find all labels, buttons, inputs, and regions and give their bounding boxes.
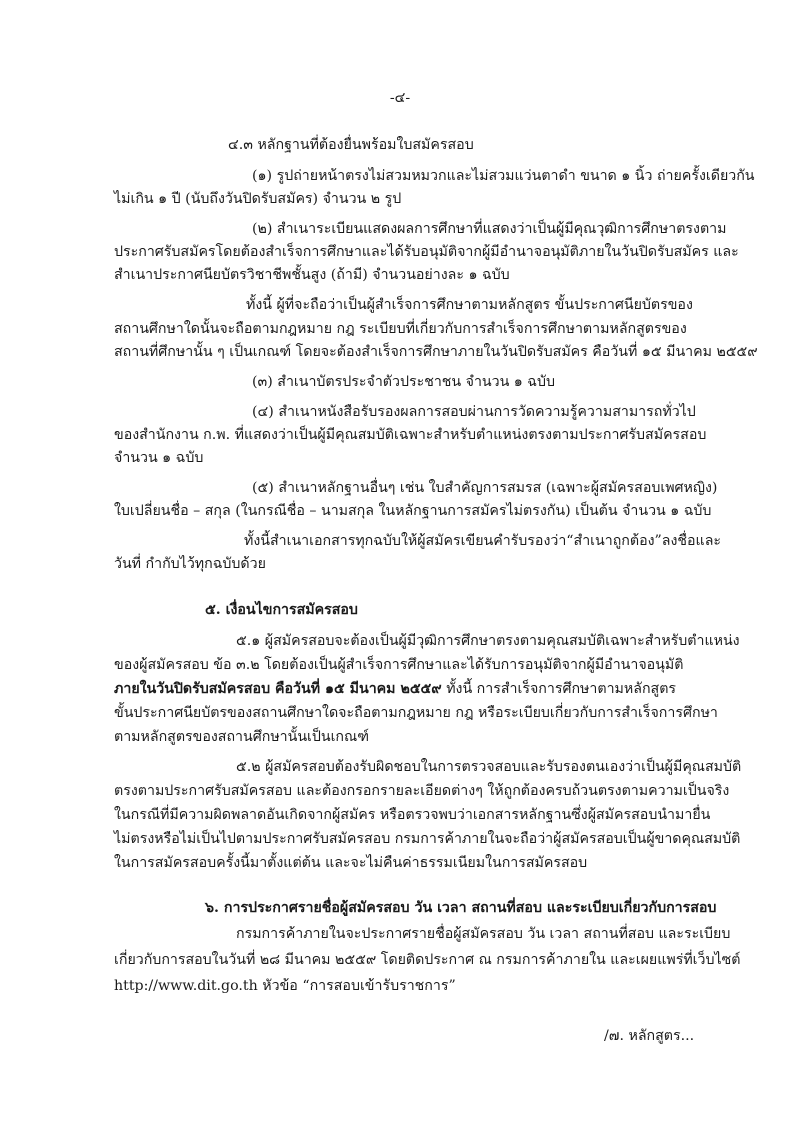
item-5-line-2: ใบเปลี่ยนชื่อ – สกุล (ในกรณีชื่อ – นามสกุล ในหลักฐานการสมัครไม่ตรงกัน) เป็นต้น จำนวน ๑ ฉบับ (114, 503, 712, 519)
p-5-1-line-1: ๕.๑ ผู้สมัครสอบจะต้องเป็นผู้มีวุฒิการศึกษาตรงตามคุณสมบัติเฉพาะสำหรับตำแหน่ง (236, 633, 740, 649)
p-5-1-line-3 (114, 679, 676, 699)
item-4-line-3: จำนวน ๑ ฉบับ (114, 450, 204, 466)
p-5-2-line-4: ไม่ตรงหรือไม่เป็นไปตามประกาศรับสมัครสอบ กรมการค้าภายในจะถือว่าผู้สมัครสอบเป็นผู้ขาดคุณสมบัติ (114, 831, 741, 847)
footer-continuation: /๗. หลักสูตร... (604, 1028, 695, 1044)
section-6-line-2: เกี่ยวกับการสอบในวันที่ ๒๘ มีนาคม ๒๕๕๙ โดยติดประกาศ ณ กรมการค้าภายใน และเผยแพร่ที่เว็บไซต์ (114, 952, 741, 968)
certify-line-2: วันที่ กำกับไว้ทุกฉบับด้วย (114, 556, 266, 572)
p-5-1-line-2: ของผู้สมัครสอบ ข้อ ๓.๒ โดยต้องเป็นผู้สำเร็จการศึกษาและได้รับการอนุมัติจากผู้มีอำนาจอนุมัติ (114, 657, 684, 673)
item-1-line-2: ไม่เกิน ๑ ปี (นับถึงวันปิดรับสมัคร) จำนวน ๒ รูป (114, 191, 402, 207)
item-4-line-2: ของสำนักงาน ก.พ. ที่แสดงว่าเป็นผู้มีคุณสมบัติเฉพาะสำหรับตำแหน่งตรงตามประกาศรับสมัครสอบ (114, 427, 707, 443)
p-5-2-line-3: ในกรณีที่มีความผิดพลาดอันเกิดจากผู้สมัคร หรือตรวจพบว่าเอกสารหลักฐานซึ่งผู้สมัครสอบนำมายื่น (114, 807, 711, 823)
note-line-1: ทั้งนี้ ผู้ที่จะถือว่าเป็นผู้สำเร็จการศึกษาตามหลักสูตร ขั้นประกาศนียบัตรของ (246, 297, 693, 313)
section-4-3-heading: ๔.๓ หลักฐานที่ต้องยื่นพร้อมใบสมัครสอบ (228, 137, 474, 153)
p-5-2-line-5: ในการสมัครสอบครั้งนี้มาตั้งแต่ต้น และจะไม่คืนค่าธรรมเนียมในการสมัครสอบ (114, 855, 588, 871)
p-5-1-line-4: ขั้นประกาศนียบัตรของสถานศึกษาใดจะถือตามกฎหมาย กฎ หรือระเบียบเกี่ยวกับการสำเร็จการศึกษา (114, 705, 718, 721)
page-number: -๔- (389, 90, 411, 106)
item-1-line-1: (๑) รูปถ่ายหน้าตรงไม่สวมหมวกและไม่สวมแว่นตาดำ ขนาด ๑ นิ้ว ถ่ายครั้งเดียวกัน (252, 168, 755, 184)
section-6-line-3: http://www.dit.go.th หัวข้อ “การสอบเข้ารับราชการ” (114, 978, 456, 994)
p-5-1-line-5: ตามหลักสูตรของสถานศึกษานั้นเป็นเกณฑ์ (114, 729, 369, 745)
item-5-line-1: (๕) สำเนาหลักฐานอื่นๆ เช่น ใบสำคัญการสมรส (เฉพาะผู้สมัครสอบเพศหญิง) (252, 480, 718, 496)
note-line-2: สถานศึกษาใดนั้นจะถือตามกฎหมาย กฎ ระเบียบที่เกี่ยวกับการสำเร็จการศึกษาตามหลักสูตรของ (114, 321, 687, 337)
p-5-2-line-1: ๕.๒ ผู้สมัครสอบต้องรับผิดชอบในการตรวจสอบและรับรองตนเองว่าเป็นผู้มีคุณสมบัติ (236, 759, 742, 775)
note-line-3: สถานที่ศึกษานั้น ๆ เป็นเกณฑ์ โดยจะต้องสำเร็จการศึกษาภายในวันปิดรับสมัคร คือวันที่ ๑๕ มีนาคม ๒๕๕๙ (114, 344, 758, 360)
certify-line-1: ทั้งนี้สำเนาเอกสารทุกฉบับให้ผู้สมัครเขียนคำรับรองว่า“สำเนาถูกต้อง”ลงชื่อและ (244, 533, 722, 549)
p-5-1-line-3-rest: ทั้งนี้ การสำเร็จการศึกษาตามหลักสูตร (441, 681, 677, 697)
item-2-line-3: สำเนาประกาศนียบัตรวิชาชีพชั้นสูง (ถ้ามี) จำนวนอย่างละ ๑ ฉบับ (114, 267, 510, 283)
item-4-line-1: (๔) สำเนาหนังสือรับรองผลการสอบผ่านการวัดความรู้ความสามารถทั่วไป (252, 404, 696, 420)
p-5-2-line-2: ตรงตามประกาศรับสมัครสอบ และต้องกรอกรายละเอียดต่างๆ ให้ถูกต้องครบถ้วนตรงตามความเป็นจริง (114, 783, 730, 799)
item-2-line-1: (๒) สำเนาระเบียนแสดงผลการศึกษาที่แสดงว่าเป็นผู้มีคุณวุฒิการศึกษาตรงตาม (252, 221, 727, 237)
item-2-line-2: ประกาศรับสมัครโดยต้องสำเร็จการศึกษาและได้รับอนุมัติจากผู้มีอำนาจอนุมัติภายในวันปิดรับสมัคร และ (114, 244, 739, 260)
section-6-heading: ๖. การประกาศรายชื่อผู้สมัครสอบ วัน เวลา สถานที่สอบ และระเบียบเกี่ยวกับการสอบ (205, 900, 717, 916)
deadline-emphasis: ภายในวันปิดรับสมัครสอบ คือวันที่ ๑๕ มีนาคม ๒๕๕๙ (114, 681, 442, 697)
item-3: (๓) สำเนาบัตรประจำตัวประชาชน จำนวน ๑ ฉบับ (252, 374, 555, 390)
section-5-heading: ๕. เงื่อนไขการสมัครสอบ (205, 602, 358, 618)
section-6-line-1: กรมการค้าภายในจะประกาศรายชื่อผู้สมัครสอบ วัน เวลา สถานที่สอบ และระเบียบ (236, 926, 731, 942)
